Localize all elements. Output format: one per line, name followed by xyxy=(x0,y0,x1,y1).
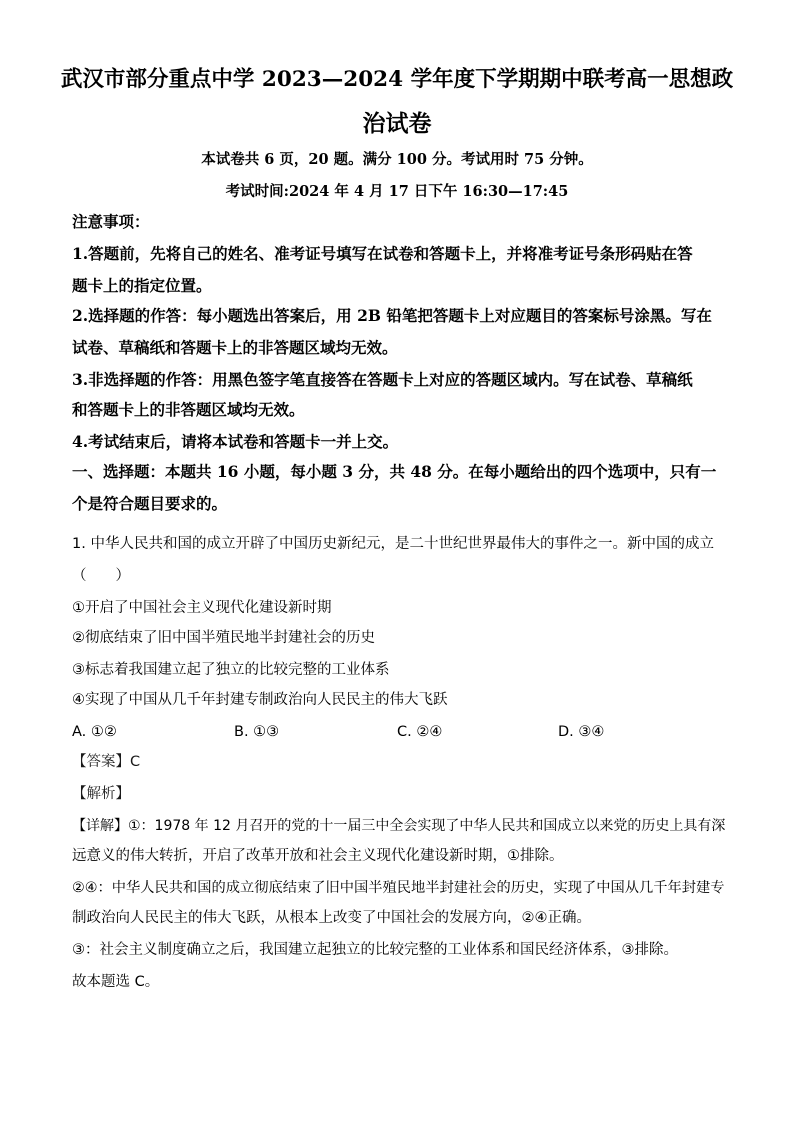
notes-line: 试卷、草稿纸和答题卡上的非答题区域均无效。 xyxy=(72,338,398,357)
notes-line: 3.非选择题的作答：用黑色签字笔直接答在答题卡上对应的答题区域内。写在试卷、草稿纸 xyxy=(72,370,693,389)
statement-1: ①开启了中国社会主义现代化建设新时期 xyxy=(72,600,332,616)
analysis-detail-line: ③：社会主义制度确立之后，我国建立起独立的比较完整的工业体系和国民经济体系，③排除。 xyxy=(72,942,678,958)
analysis-detail-line: 远意义的伟大转折，开启了改革开放和社会主义现代化建设新时期，①排除。 xyxy=(72,848,564,864)
exam-info-time: 考试时间:2024 年 4 月 17 日下午 16:30—17:45 xyxy=(225,183,569,200)
option-b: B. ①③ xyxy=(234,724,280,740)
statement-4: ④实现了中国从几千年封建专制政治向人民民主的伟大飞跃 xyxy=(72,692,448,708)
notes-heading: 注意事项： xyxy=(72,212,150,231)
analysis-label: 【解析】 xyxy=(72,786,130,802)
statement-3: ③标志着我国建立起了独立的比较完整的工业体系 xyxy=(72,662,390,678)
notes-line: 题卡上的指定位置。 xyxy=(72,276,212,295)
option-a: A. ①② xyxy=(72,724,117,740)
section-heading-line-1: 一、选择题：本题共 16 小题，每小题 3 分，共 48 分。在每小题给出的四个选项中，只有一 xyxy=(72,462,717,481)
notes-line: 2.选择题的作答：每小题选出答案后，用 2B 铅笔把答题卡上对应题目的答案标号涂黑。写在 xyxy=(72,306,712,325)
exam-title-line-2: 治试卷 xyxy=(362,110,432,137)
question-stem: 1. 中华人民共和国的成立开辟了中国历史新纪元，是二十世纪世界最伟大的事件之一。新中国的成立 xyxy=(72,536,714,552)
option-d: D. ③④ xyxy=(558,724,605,740)
analysis-detail-line: 【详解】①：1978 年 12 月召开的党的十一届三中全会实现了中华人民共和国成立以来党的历史上具有深 xyxy=(72,818,726,834)
exam-title-line-1: 武汉市部分重点中学 2023—2024 学年度下学期期中联考高一思想政 xyxy=(60,67,734,92)
statement-2: ②彻底结束了旧中国半殖民地半封建社会的历史 xyxy=(72,630,375,646)
analysis-detail-line: 制政治向人民民主的伟大飞跃，从根本上改变了中国社会的发展方向，②④正确。 xyxy=(72,910,591,926)
answer-blank: （ ） xyxy=(72,568,130,584)
notes-line: 1.答题前，先将自己的姓名、准考证号填写在试卷和答题卡上，并将准考证号条形码贴在答 xyxy=(72,244,693,263)
answer-line: 【答案】C xyxy=(72,754,141,770)
section-heading-line-2: 个是符合题目要求的。 xyxy=(72,494,228,513)
exam-info-pages-score: 本试卷共 6 页，20 题。满分 100 分。考试用时 75 分钟。 xyxy=(201,151,593,168)
option-c: C. ②④ xyxy=(397,724,443,740)
analysis-detail-line: ②④：中华人民共和国的成立彻底结束了旧中国半殖民地半封建社会的历史，实现了中国从几千年封建专 xyxy=(72,880,725,896)
notes-line: 和答题卡上的非答题区域均无效。 xyxy=(72,400,305,419)
analysis-conclusion: 故本题选 C。 xyxy=(72,974,160,990)
notes-line: 4.考试结束后，请将本试卷和答题卡一并上交。 xyxy=(72,432,399,451)
